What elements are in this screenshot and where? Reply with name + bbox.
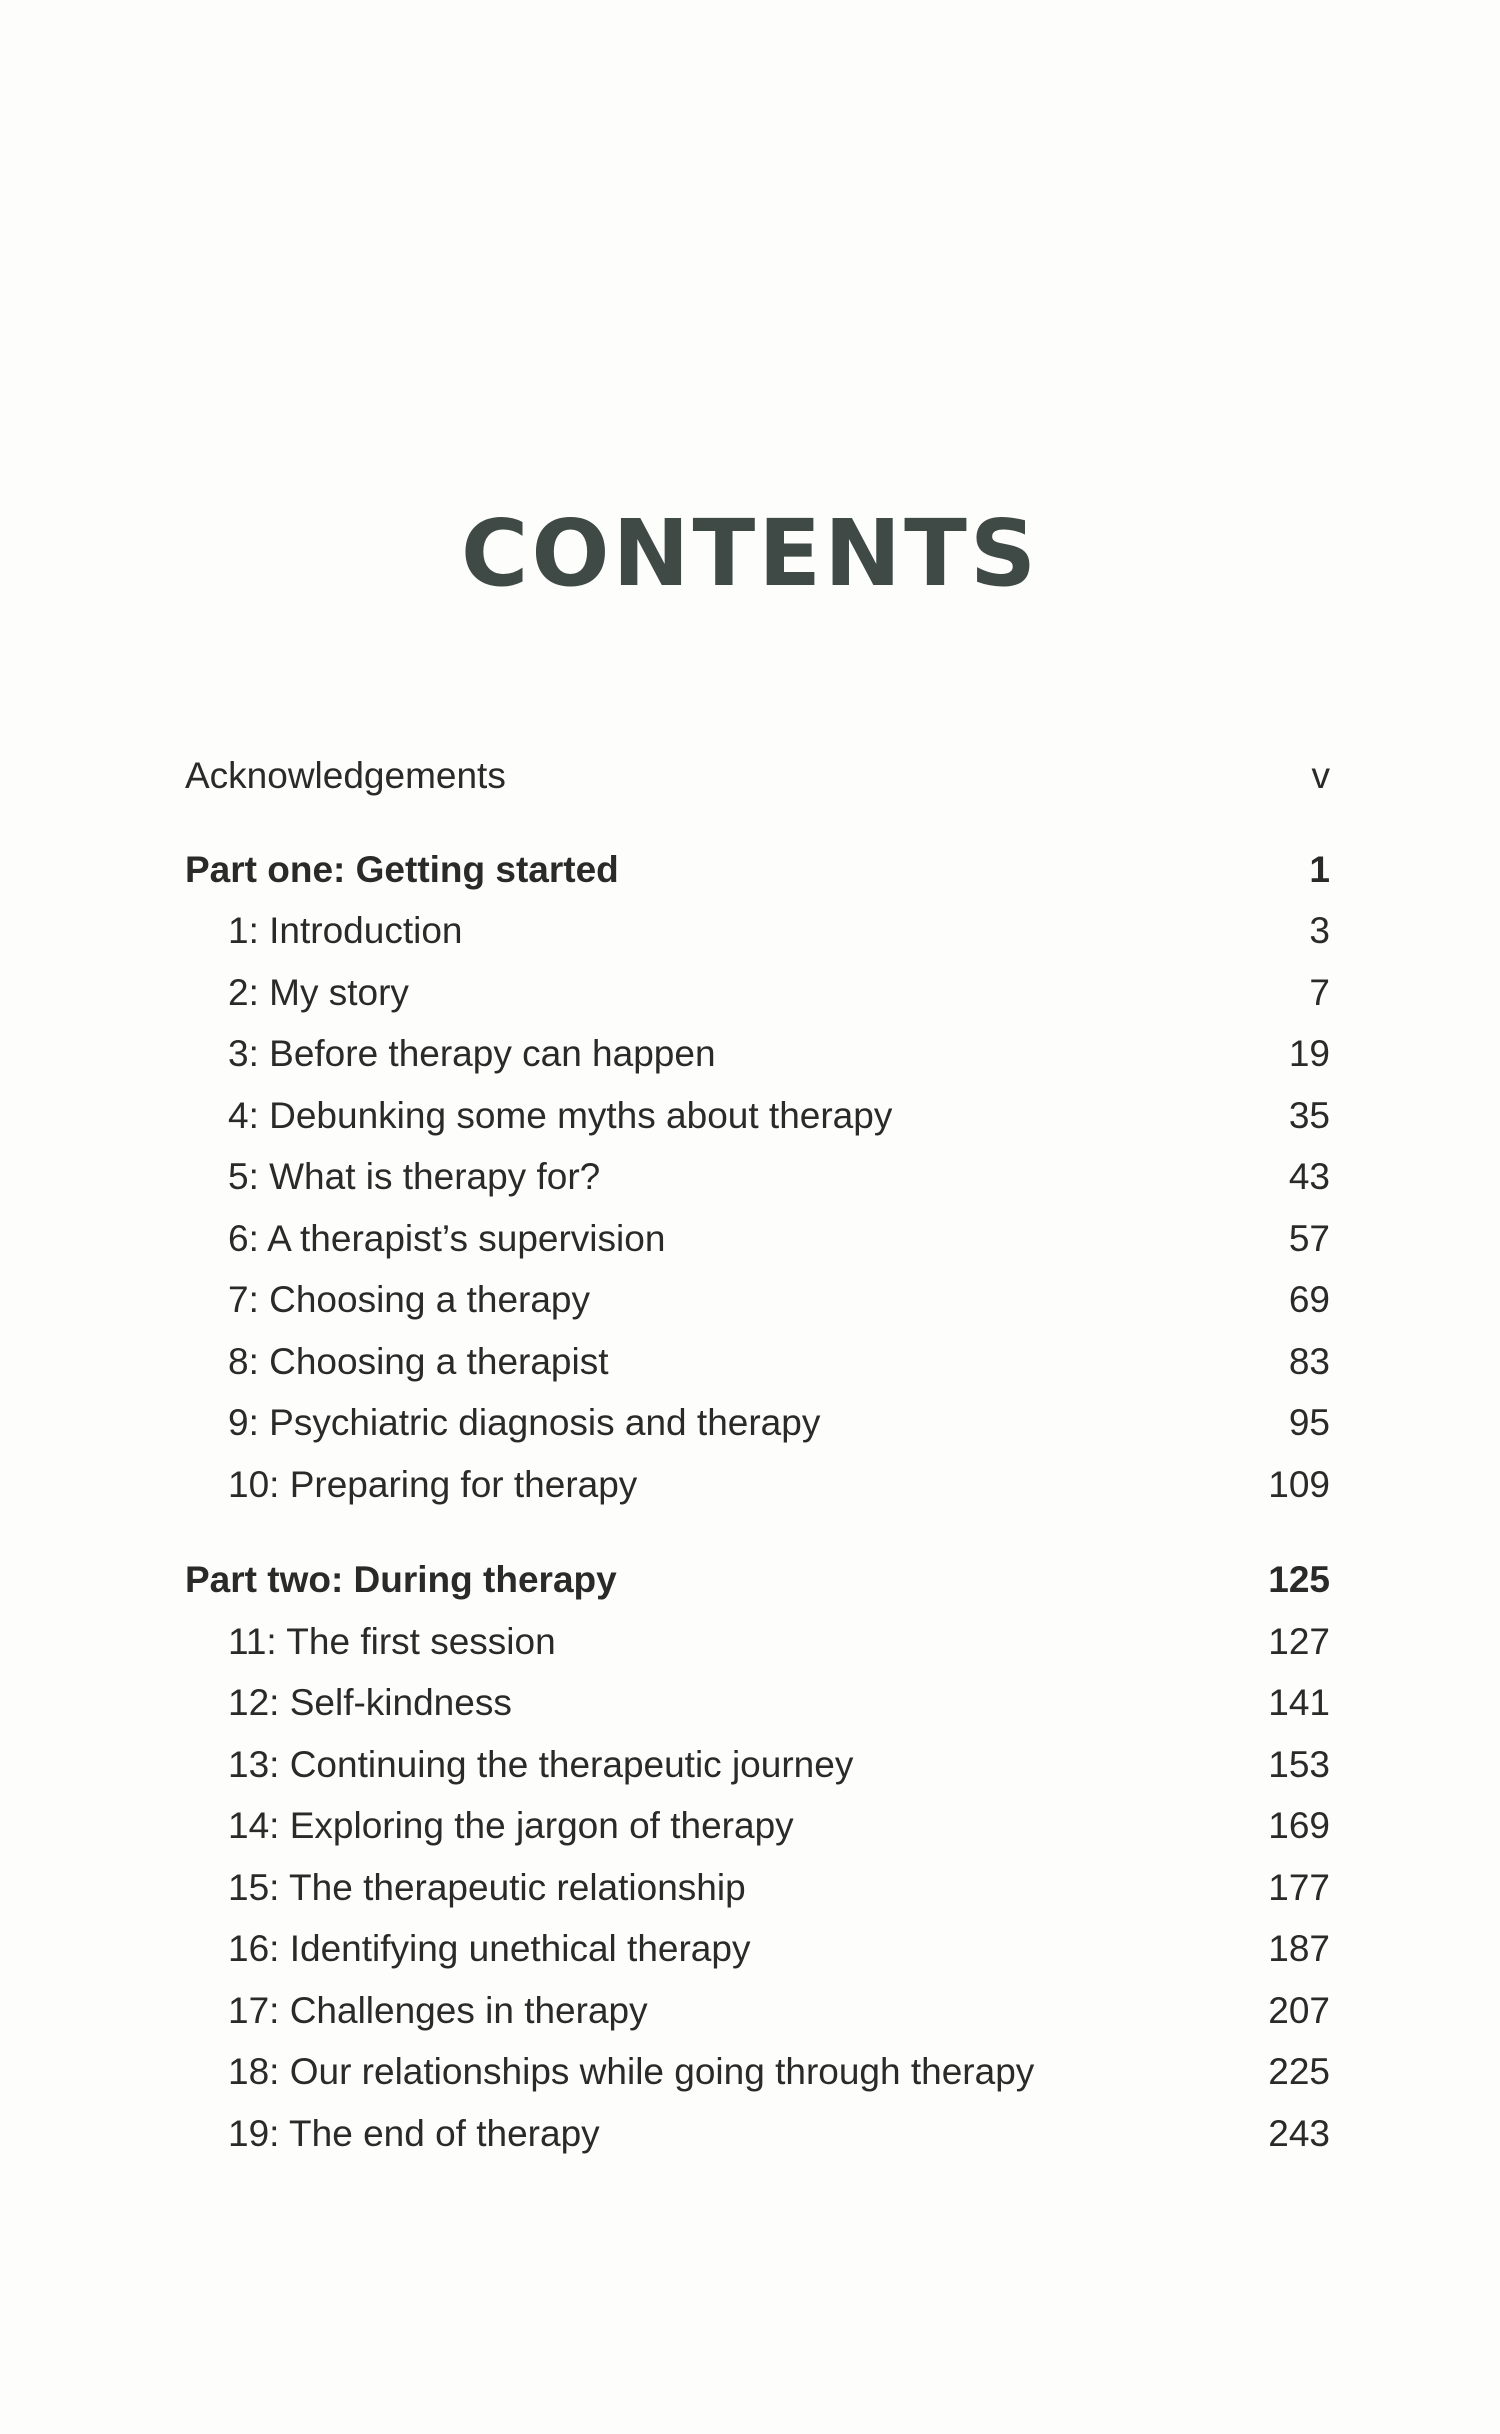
chapter-page: 141 [1268,1682,1330,1723]
part-heading: Part two: During therapy [185,1559,617,1600]
toc-chapter [185,1085,1330,1147]
chapter-page: 57 [1288,1217,1330,1259]
toc-chapter [185,1392,1330,1454]
part-heading: Part one: Getting started [185,848,619,890]
chapter-title: 9: Psychiatric diagnosis and therapy [228,1402,821,1443]
toc-chapter [185,1208,1330,1270]
chapter-title: 13: Continuing the therapeutic journey [228,1743,854,1785]
chapter-title: 10: Preparing for therapy [228,1463,638,1505]
chapter-title: 15: The therapeutic relationship [228,1866,746,1908]
toc-chapter [185,1857,1330,1919]
chapter-title: 12: Self-kindness [228,1682,512,1723]
chapter-page: 19 [1288,1033,1330,1074]
toc-chapter [185,1023,1330,1085]
chapter-page: 153 [1268,1743,1330,1785]
chapter-title: 18: Our relationships while going through therapy [228,2051,1035,2092]
toc-chapter [185,900,1330,962]
chapter-title: 7: Choosing a therapy [228,1279,591,1320]
chapter-page: 243 [1268,2112,1330,2154]
toc-chapter [185,1611,1330,1673]
chapter-page: 95 [1288,1402,1330,1443]
toc-chapter [185,1980,1330,2042]
table-of-contents [185,745,1330,2164]
chapter-title: 14: Exploring the jargon of therapy [228,1805,794,1846]
chapter-page: 177 [1268,1866,1330,1908]
chapter-title: 3: Before therapy can happen [228,1033,716,1074]
chapter-page: 187 [1268,1928,1330,1969]
toc-part-two [185,1549,1330,1611]
chapter-title: 2: My story [228,971,409,1013]
chapter-page: 69 [1288,1279,1330,1320]
page-title: CONTENTS [460,500,1040,607]
chapter-title: 16: Identifying unethical therapy [228,1928,751,1969]
chapter-page: 43 [1288,1156,1330,1197]
chapter-page: 3 [1309,910,1330,951]
chapter-page: 127 [1268,1620,1330,1662]
toc-entry-label: Acknowledgements [185,755,506,796]
chapter-title: 6: A therapist’s supervision [228,1217,666,1259]
toc-chapter [185,1269,1330,1331]
chapter-title: 5: What is therapy for? [228,1156,601,1197]
toc-chapter [185,1331,1330,1393]
toc-chapter [185,1918,1330,1980]
chapter-title: 1: Introduction [228,910,463,951]
chapter-title: 8: Choosing a therapist [228,1340,609,1382]
toc-part-one [185,839,1330,901]
toc-entry-page: v [1311,755,1330,796]
chapter-page: 35 [1288,1094,1330,1136]
chapter-title: 4: Debunking some myths about therapy [228,1094,893,1136]
toc-chapter [185,2041,1330,2103]
chapter-title: 17: Challenges in therapy [228,1989,648,2031]
toc-chapter [185,1734,1330,1796]
chapter-title: 19: The end of therapy [228,2112,600,2154]
toc-entry-acknowledgements [185,745,1330,807]
chapter-title: 11: The first session [228,1620,556,1662]
chapter-page: 109 [1268,1463,1330,1505]
toc-entry-page: 1 [1309,848,1330,890]
toc-chapter [185,1146,1330,1208]
toc-chapter [185,1795,1330,1857]
toc-chapter [185,962,1330,1024]
chapter-page: 207 [1268,1989,1330,2031]
chapter-page: 225 [1268,2051,1330,2092]
chapter-page: 83 [1288,1340,1330,1382]
toc-chapter [185,1454,1330,1516]
chapter-page: 7 [1309,971,1330,1013]
toc-entry-page: 125 [1268,1559,1330,1600]
toc-chapter [185,1672,1330,1734]
chapter-page: 169 [1268,1805,1330,1846]
toc-chapter [185,2103,1330,2165]
